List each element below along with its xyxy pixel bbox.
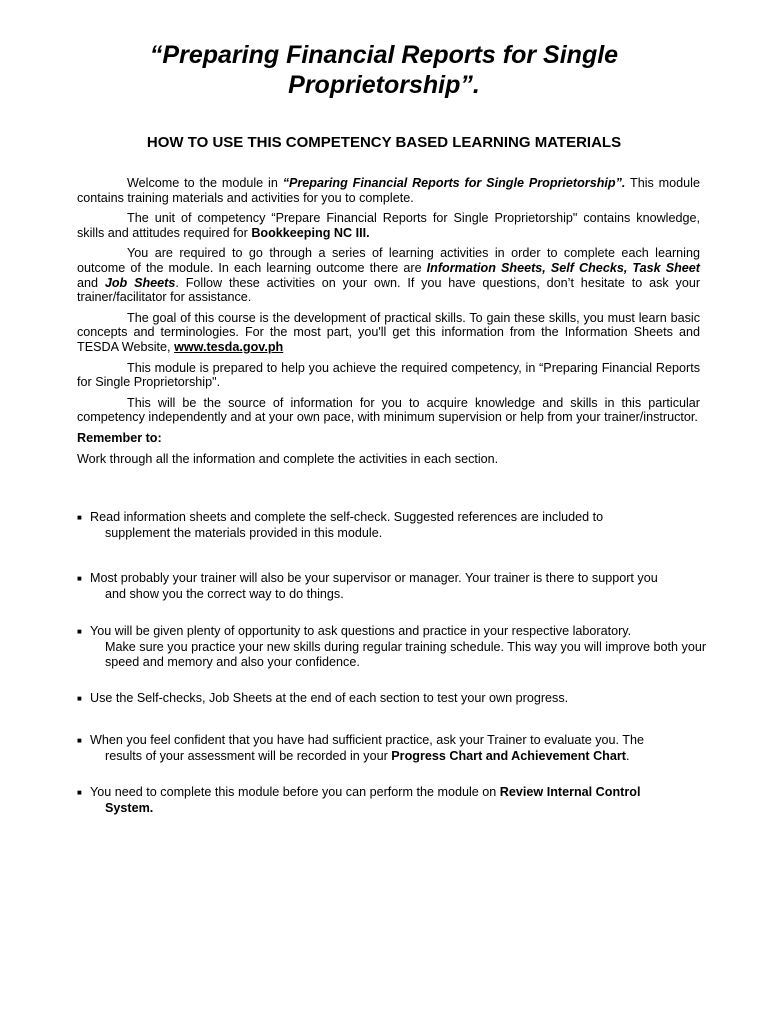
square-bullet-icon: ■ — [77, 736, 82, 745]
list-item-text: You will be given plenty of opportunity to ask questions and practice in your respective laboratory. — [90, 624, 632, 638]
list-item — [77, 624, 713, 671]
square-bullet-icon: ■ — [77, 574, 82, 583]
list-item-text: Use the Self-checks, Job Sheets at the end of each section to test your own progress. — [90, 690, 569, 705]
paragraph-text: The goal of this course is the development of practical skills. To gain these skills, you must learn basic concepts and terminologies. For the most part, you'll get this information from the Information Sheets and TESDA Website, — [77, 310, 700, 354]
list-item — [77, 571, 713, 602]
guidelines-list — [77, 510, 713, 816]
list-item-text: Make sure you practice your new skills during regular training schedule. This way you will improve both your speed and memory and also your confidence. — [105, 639, 707, 669]
list-item-text: Most probably your trainer will also be your supervisor or manager. Your trainer is there to support you — [90, 571, 658, 585]
paragraph-goal — [77, 311, 700, 355]
list-item-text: When you feel confident that you have had sufficient practice, ask your Trainer to evaluate you. The — [90, 733, 644, 747]
paragraph-prepared: This module is prepared to help you achieve the required competency, in “Preparing Financial Reports for Single Proprietorship". — [77, 360, 700, 390]
list-item — [77, 691, 713, 707]
paragraph-activities — [77, 246, 700, 304]
paragraph-text: . Follow these activities on your own. If you have questions, don’t hesitate to ask your trainer/facilitator for assistance. — [77, 275, 701, 305]
paragraph-source: This will be the source of information for you to acquire knowledge and skills in this particular competency independently and at your own pace, with minimum supervision or help from your trainer/instructor. — [77, 395, 700, 425]
module-name-emphasis: “Preparing Financial Reports for Single Proprietorship”. — [282, 176, 626, 190]
remember-line: Work through all the information and complete the activities in each section. — [77, 451, 499, 466]
list-item-text: You need to complete this module before you can perform the module on — [90, 785, 500, 799]
activities-emphasis: Information Sheets, Self Checks, Task Sheet — [426, 260, 700, 275]
paragraph-text: Welcome to the module in — [127, 176, 283, 190]
next-module-emphasis: System. — [105, 800, 154, 815]
square-bullet-icon: ■ — [77, 788, 82, 797]
list-item-text: . — [625, 748, 630, 763]
list-item-text — [90, 749, 713, 765]
intro-body — [77, 176, 700, 472]
next-module-emphasis: Review Internal Control — [499, 785, 641, 799]
qualification-emphasis: Bookkeeping NC III. — [251, 225, 370, 240]
list-item-text: Read information sheets and complete the self-check. Suggested references are included to — [90, 510, 604, 524]
document-title: “Preparing Financial Reports for Single Proprietorship”. — [149, 41, 619, 99]
list-item-text — [90, 785, 713, 801]
progress-chart-emphasis: Progress Chart and Achievement Chart — [391, 748, 626, 763]
list-item-text: and show you the correct way to do things. — [105, 586, 344, 601]
square-bullet-icon: ■ — [77, 627, 82, 636]
paragraph-welcome — [77, 176, 700, 205]
list-item-text: results of your assessment will be recorded in your — [105, 748, 392, 763]
square-bullet-icon: ■ — [77, 693, 82, 703]
list-item — [77, 510, 713, 541]
tesda-website-link[interactable]: www.tesda.gov.ph — [174, 339, 284, 354]
list-item-text: supplement the materials provided in this module. — [105, 525, 383, 540]
list-item — [77, 733, 713, 764]
remember-label: Remember to: — [77, 430, 162, 445]
square-bullet-icon: ■ — [77, 513, 82, 522]
paragraph-text: and — [77, 275, 105, 290]
paragraph-text: You are required to go through a series of learning activities in order to complete each learning outcome of the module. In each learning outcome there are — [77, 246, 700, 275]
list-item — [77, 785, 713, 816]
paragraph-unit — [77, 211, 700, 240]
job-sheets-emphasis: Job Sheets — [104, 275, 176, 290]
paragraph-text: The unit of competency “Prepare Financial Reports for Single Proprietorship" contains knowledge, skills and attitudes required for — [77, 211, 700, 240]
section-heading: HOW TO USE THIS COMPETENCY BASED LEARNING MATERIALS — [146, 134, 622, 151]
paragraph-text: This module contains training materials and activities for you to complete. — [77, 176, 700, 205]
